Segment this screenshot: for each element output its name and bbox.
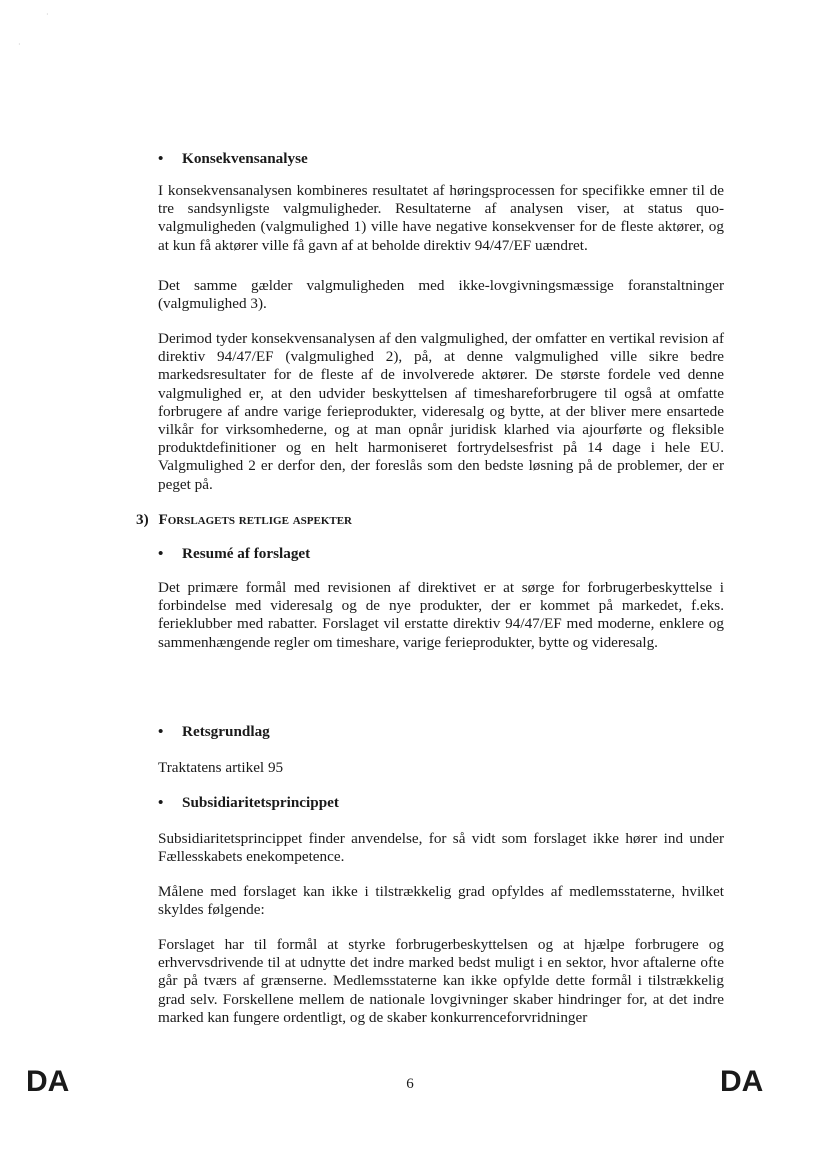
paragraph: Traktatens artikel 95 xyxy=(158,759,284,776)
heading-konsekvensanalyse xyxy=(158,150,308,168)
scan-speck: · xyxy=(46,10,49,19)
paragraph: Målene med forslaget kan ikke i tilstrækkelig grad opfyldes af medlemsstaterne, hvilket skyldes følgende: xyxy=(158,883,724,919)
bullet-icon: • xyxy=(158,150,164,167)
heading-retsgrundlag xyxy=(158,723,270,741)
language-code-left: DA xyxy=(26,1065,70,1098)
bullet-icon: • xyxy=(158,794,164,811)
language-code-right: DA xyxy=(720,1065,764,1098)
heading-text: Retsgrundlag xyxy=(182,723,270,740)
paragraph: Derimod tyder konsekvensanalysen af den valgmulighed, der omfatter en vertikal revision af direktiv 94/47/EF (valgmulighed 2), på, at denne valgmulighed ville sikre bedre markedsresultater for de fleste af de involverede aktører. De største fordele ved denne valgmulighed er, at den udvider beskyttelsen af timeshareforbrugere til også at omfatte forbrugere af andre varige ferieprodukter, videresalg og bytte, at der bliver mere ensartede vilkår for virksomhederne, og at man opnår juridisk klarhed via ajourførte og fleksible produktdefinitioner og en helt harmoniseret fortrydelsesfrist på 14 dage i hele EU. Valgmulighed 2 er derfor den, der foreslås som den bedste løsning på de problemer, der er peget på. xyxy=(158,330,724,493)
page-number: 6 xyxy=(406,1076,414,1092)
paragraph: I konsekvensanalysen kombineres resultatet af høringsprocessen for specifikke emner til de tre sandsynligste valgmuligheder. Resultaterne af analysen viser, at status quo-valgmuligheden (valgmulighed 1) ville have negative konsekvenser for de fleste aktører, og at kun få aktører ville få gavn af at beholde direktiv 94/47/EF uændret. xyxy=(158,182,724,254)
heading-text: Resumé af forslaget xyxy=(182,545,311,562)
paragraph: Subsidiaritetsprincippet finder anvendelse, for så vidt som forslaget ikke hører ind under Fællesskabets enekompetence. xyxy=(158,830,724,866)
heading-subsidiaritet xyxy=(158,794,339,812)
paragraph: Forslaget har til formål at styrke forbrugerbeskyttelsen og at hjælpe forbrugere og erhvervsdrivende til at udnytte det indre marked bedst muligt i en sektor, hvor aftalerne ofte går på tværs af grænserne. Medlemsstaterne kan ikke opfylde dette formål i tilstrækkelig grad selv. Forskellene mellem de nationale lovgivninger skaber hindringer for, at det indre marked kan fungere ordentligt, og de skaber konkurrenceforvridninger xyxy=(158,936,724,1026)
section-title: Forslagets retlige aspekter xyxy=(158,511,352,528)
section-number: 3) xyxy=(136,511,149,528)
paragraph: Det primære formål med revisionen af direktivet er at sørge for forbrugerbeskyttelse i forbindelse med videresalg og de nye produkter, der er kommet på markedet, f.eks. ferieklubber med rabatter. Forslaget vil erstatte direktiv 94/47/EF med moderne, enklere og sammenhængende regler om timeshare, varige ferieprodukter, bytte og videresalg. xyxy=(158,579,724,651)
scan-speck: · xyxy=(18,40,21,49)
paragraph: Det samme gælder valgmuligheden med ikke-lovgivningsmæssige foranstaltninger (valgmulighed 3). xyxy=(158,277,724,313)
bullet-icon: • xyxy=(158,723,164,740)
bullet-icon: • xyxy=(158,545,164,562)
heading-resume xyxy=(158,545,310,563)
section-heading-3 xyxy=(136,511,352,529)
heading-text: Subsidiaritetsprincippet xyxy=(182,794,339,811)
heading-text: Konsekvensanalyse xyxy=(182,150,308,167)
